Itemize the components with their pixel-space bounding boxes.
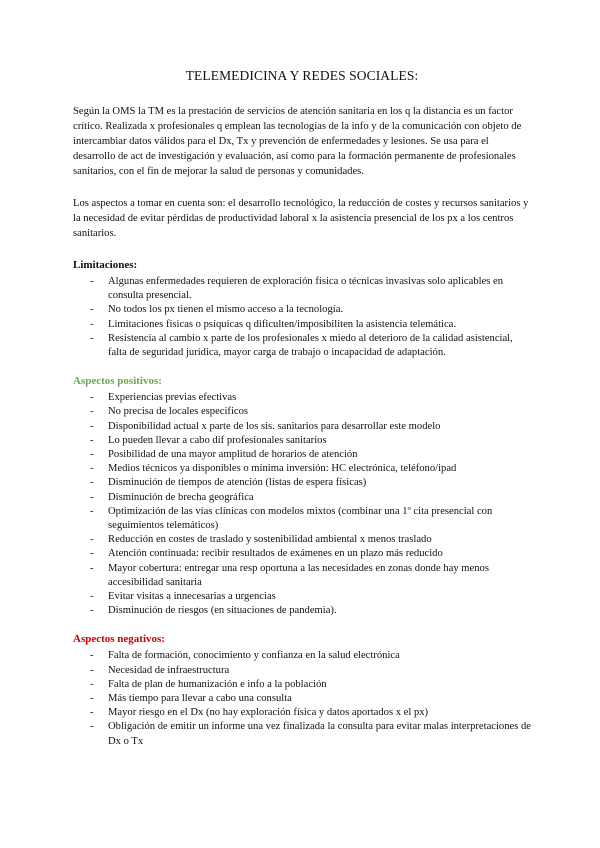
list-item-text: Mayor riesgo en el Dx (no hay exploración física y datos aportados x el px) xyxy=(108,707,429,719)
list-dash: - xyxy=(90,534,94,546)
list-item-text: Falta de formación, conocimiento y confianza en la salud electrónica xyxy=(108,650,400,662)
list-item-text: Disminución de brecha geográfica xyxy=(108,491,254,503)
positivos-heading: Aspectos positivos: xyxy=(73,375,162,388)
list-dash: - xyxy=(90,650,94,662)
list-item-text: Disponibilidad actual x parte de los sis. sanitarios para desarrollar este modelo xyxy=(108,420,441,432)
list-item xyxy=(73,706,531,720)
list-item xyxy=(73,462,531,476)
list-item xyxy=(73,692,531,706)
limitaciones-list xyxy=(73,275,531,360)
list-item xyxy=(73,275,531,303)
list-dash: - xyxy=(90,491,94,503)
list-dash: - xyxy=(90,678,94,690)
list-item-text: Posibilidad de una mayor amplitud de horarios de atención xyxy=(108,449,358,461)
list-dash: - xyxy=(90,318,94,330)
list-item xyxy=(73,720,531,748)
list-item xyxy=(73,604,531,618)
list-dash: - xyxy=(90,304,94,316)
positivos-list xyxy=(73,391,531,618)
list-item-text: Disminución de riesgos (en situaciones de pandemia). xyxy=(108,605,337,617)
list-item xyxy=(73,434,531,448)
list-dash: - xyxy=(90,332,94,344)
list-dash: - xyxy=(90,420,94,432)
list-item xyxy=(73,420,531,434)
aspects-paragraph: Los aspectos a tomar en cuenta son: el desarrollo tecnológico, la reducción de costes y recursos sanitarios y la necesidad de evitar pérdidas de productividad laboral x la asistencia presencial de los px a los centros sanitarios. xyxy=(73,198,529,239)
list-item-text: Algunas enfermedades requieren de exploración física o técnicas invasivas solo aplicables en consulta presencial. xyxy=(108,276,504,302)
list-item-text: Atención continuada: recibir resultados de exámenes en un plazo más reducido xyxy=(108,548,443,560)
list-dash: - xyxy=(90,276,94,287)
list-item xyxy=(73,405,531,419)
list-item-text: Necesidad de infraestructura xyxy=(108,664,230,676)
list-item xyxy=(73,664,531,678)
list-item-text: Limitaciones físicas o psíquicas q dificulten/imposibiliten la asistencia telemática. xyxy=(108,318,457,330)
list-dash: - xyxy=(90,605,94,617)
list-dash: - xyxy=(90,562,94,574)
list-item xyxy=(73,448,531,462)
document-title: TELEMEDICINA Y REDES SOCIALES: xyxy=(185,68,419,83)
list-item xyxy=(73,590,531,604)
list-item-text: Lo pueden llevar a cabo dif profesionales sanitarios xyxy=(108,434,327,446)
list-item-text: No todos los px tienen el mismo acceso a la tecnología. xyxy=(108,304,344,316)
list-item xyxy=(73,562,531,590)
list-item-text: Medios técnicos ya disponibles o mínima inversión: HC electrónica, teléfono/ipad xyxy=(108,463,457,475)
list-item-text: Optimización de las vías clínicas con modelos mixtos (combinar una 1º cita presencial con seguimientos telemáticos) xyxy=(108,505,493,532)
list-item xyxy=(73,533,531,547)
list-item-text: Obligación de emitir un informe una vez finalizada la consulta para evitar malas interpretaciones de Dx o Tx xyxy=(108,721,531,747)
list-dash: - xyxy=(90,721,94,733)
list-item-text: Disminución de tiempos de atención (listas de espera físicas) xyxy=(108,477,367,489)
negativos-list xyxy=(73,649,531,748)
list-dash: - xyxy=(90,392,94,404)
document-page xyxy=(73,68,531,763)
list-dash: - xyxy=(90,591,94,603)
list-dash: - xyxy=(90,548,94,560)
list-item-text: Resistencia al cambio x parte de los profesionales x miedo al deterioro de la calidad asistencial, falta de seguridad jurídica, mayor carga de trabajo o incapacidad de adaptación. xyxy=(108,332,513,359)
list-item xyxy=(73,318,531,332)
list-item xyxy=(73,505,531,533)
list-item xyxy=(73,303,531,317)
list-item xyxy=(73,332,531,360)
list-item xyxy=(73,547,531,561)
list-item-text: Más tiempo para llevar a cabo una consulta xyxy=(108,693,292,705)
list-dash: - xyxy=(90,707,94,719)
list-dash: - xyxy=(90,449,94,461)
list-item-text: Falta de plan de humanización e info a la población xyxy=(108,678,327,690)
list-item xyxy=(73,678,531,692)
negativos-heading: Aspectos negativos: xyxy=(73,633,165,646)
list-dash: - xyxy=(90,693,94,705)
limitaciones-heading: Limitaciones: xyxy=(73,259,138,271)
list-dash: - xyxy=(90,463,94,475)
list-item-text: Experiencias previas efectivas xyxy=(108,392,237,404)
list-dash: - xyxy=(90,505,94,517)
list-item-text: Reducción en costes de traslado y sostenibilidad ambiental x menos traslado xyxy=(108,534,432,546)
list-item xyxy=(73,476,531,490)
list-dash: - xyxy=(90,434,94,446)
list-item-text: Evitar visitas a innecesarias a urgencias xyxy=(108,591,276,603)
list-item xyxy=(73,391,531,405)
list-dash: - xyxy=(90,477,94,489)
list-item xyxy=(73,649,531,663)
list-item xyxy=(73,491,531,505)
list-dash: - xyxy=(90,664,94,676)
list-item-text: No precisa de locales específicos xyxy=(108,406,249,418)
list-dash: - xyxy=(90,406,94,418)
list-item-text: Mayor cobertura: entregar una resp oportuna a las necesidades en zonas donde hay menos accesibilidad sanitaria xyxy=(108,562,489,588)
intro-paragraph: Según la OMS la TM es la prestación de servicios de atención sanitaria en los q la distancia es un factor crítico. Realizada x profesionales q emplean las tecnologías de la info y de la comunicación con objeto de intercambiar datos válidos para el Dx, Tx y prevención de enfermedades y lesiones. Se usa para el desarrollo de act de investigación y evaluación, así como para la formación permanente de profesionales sanitarios, con el fin de mejorar la salud de personas y comunidades. xyxy=(73,106,522,177)
